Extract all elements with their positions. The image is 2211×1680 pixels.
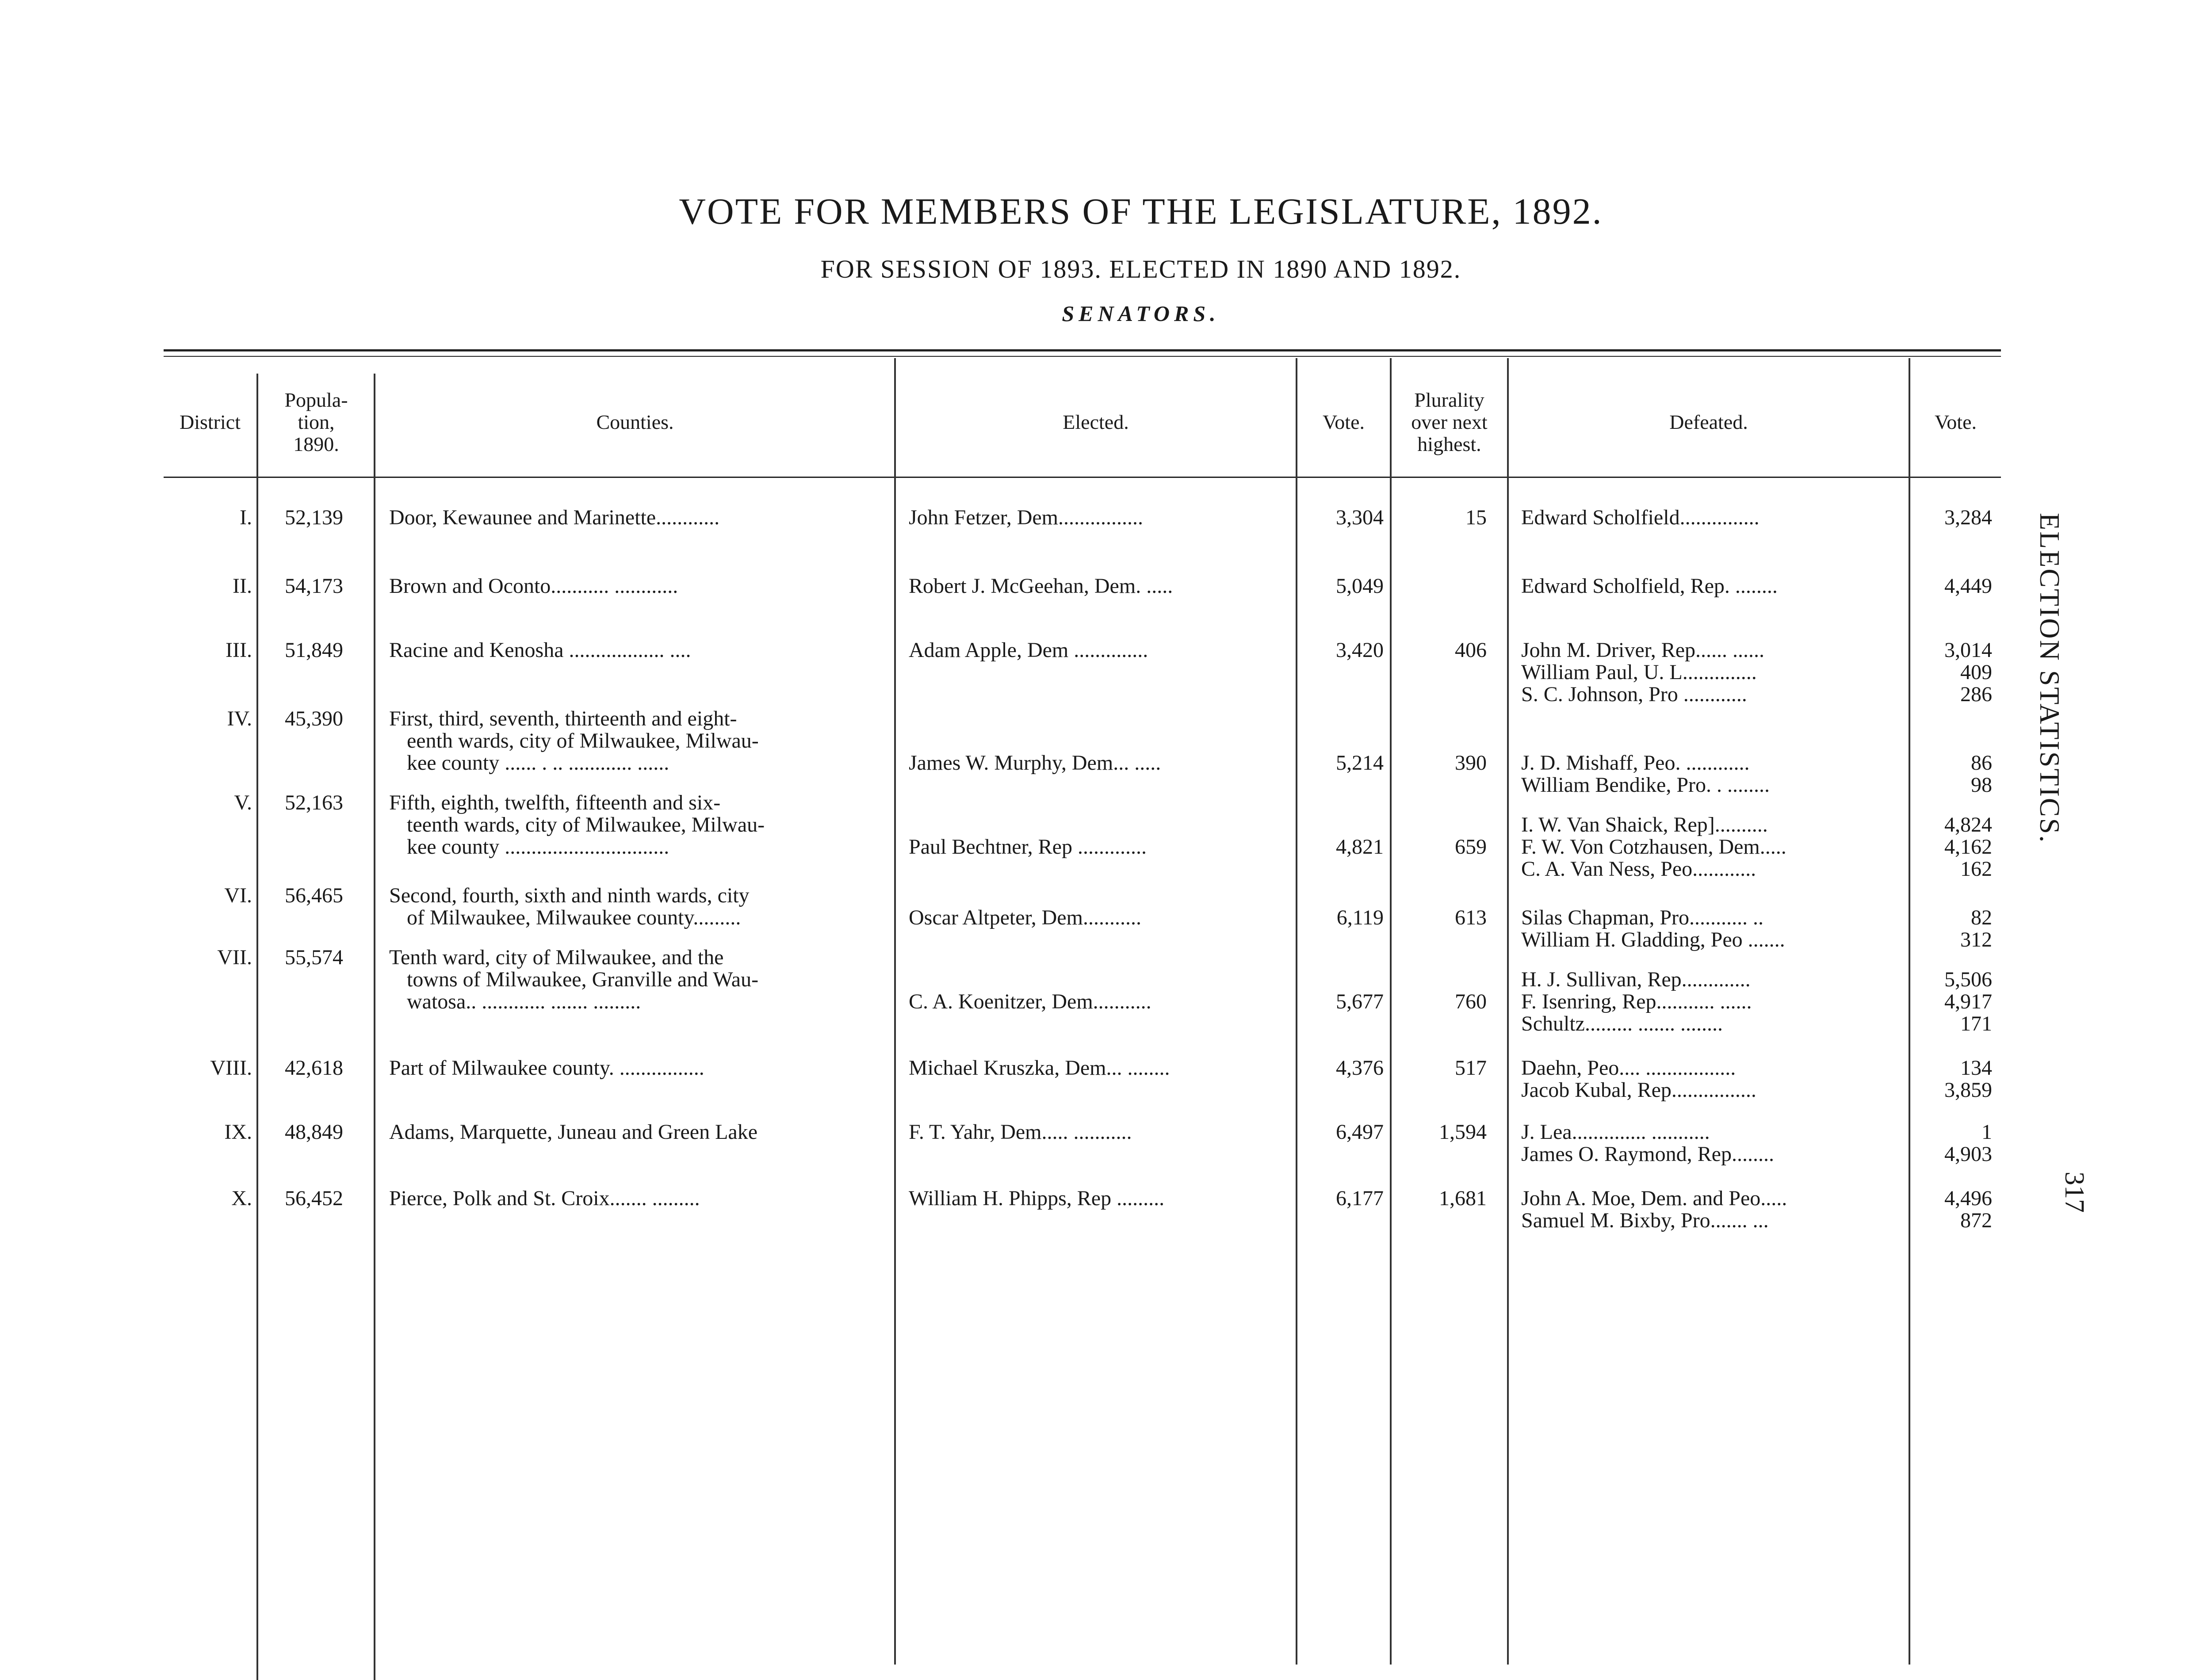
counties-text: Racine and Kenosha .................. .... — [389, 639, 691, 662]
elected-vote: 6,177 — [1336, 1187, 1384, 1210]
header-defeated-vote-label: Vote. — [1935, 411, 1977, 433]
population-value: 56,452 — [285, 1187, 343, 1210]
plurality-value: 1,594 — [1439, 1121, 1487, 1144]
defeated-vote: 98 — [1971, 774, 1992, 797]
elected-name: Adam Apple, Dem .............. — [909, 639, 1148, 662]
defeated-name: Schultz......... ....... ........ — [1521, 1012, 1723, 1035]
header-plurality-line: Plurality — [1414, 389, 1484, 411]
defeated-vote: 171 — [1960, 1012, 1992, 1035]
population-value: 56,465 — [285, 884, 343, 907]
elected-vote: 6,497 — [1336, 1121, 1384, 1144]
header-defeated-vote — [1910, 371, 2001, 473]
elected-vote: 4,821 — [1336, 836, 1384, 859]
header-vote-label: Vote. — [1323, 411, 1365, 433]
defeated-name: C. A. Van Ness, Peo............ — [1521, 858, 1756, 881]
elected-name: William H. Phipps, Rep ......... — [909, 1187, 1165, 1210]
defeated-name: John A. Moe, Dem. and Peo..... — [1521, 1187, 1787, 1210]
defeated-vote: 3,014 — [1944, 639, 1992, 662]
defeated-name: William Paul, U. L.............. — [1521, 661, 1757, 684]
defeated-vote: 286 — [1960, 683, 1992, 706]
population-value: 51,849 — [285, 639, 343, 662]
defeated-name: Edward Scholfield............... — [1521, 506, 1760, 529]
defeated-vote: 872 — [1960, 1209, 1992, 1232]
header-plurality-line: over next — [1411, 411, 1488, 433]
header-plurality-line: highest. — [1417, 433, 1481, 455]
counties-text: kee county ...... . .. ............ ...... — [407, 752, 669, 775]
counties-text: Pierce, Polk and St. Croix....... ......... — [389, 1187, 700, 1210]
plurality-value: 760 — [1455, 990, 1487, 1013]
header-defeated-label: Defeated. — [1669, 411, 1748, 433]
defeated-name: Silas Chapman, Pro........... .. — [1521, 906, 1763, 929]
defeated-name: Samuel M. Bixby, Pro....... ... — [1521, 1209, 1769, 1232]
header-district — [164, 371, 256, 473]
elected-name: C. A. Koenitzer, Dem........... — [909, 990, 1151, 1013]
population-value: 55,574 — [285, 946, 343, 969]
column-divider — [894, 358, 896, 1665]
defeated-name: H. J. Sullivan, Rep............. — [1521, 968, 1751, 991]
defeated-vote: 4,449 — [1944, 575, 1992, 598]
district-number: I. — [240, 506, 252, 529]
plurality-value: 390 — [1455, 752, 1487, 775]
counties-text: kee county ............................... — [407, 836, 669, 859]
defeated-vote: 86 — [1971, 752, 1992, 775]
plurality-value: 613 — [1455, 906, 1487, 929]
defeated-vote: 4,824 — [1944, 813, 1992, 836]
counties-text: Second, fourth, sixth and ninth wards, city — [389, 884, 750, 907]
district-number: VII. — [217, 946, 252, 969]
header-population-line: tion, — [298, 411, 335, 433]
elected-name: Oscar Altpeter, Dem........... — [909, 906, 1141, 929]
section-heading: SENATORS. — [1062, 301, 1220, 326]
elected-vote: 5,049 — [1336, 575, 1384, 598]
counties-text: Tenth ward, city of Milwaukee, and the — [389, 946, 724, 969]
counties-text: towns of Milwaukee, Granville and Wau- — [407, 968, 759, 991]
defeated-vote: 134 — [1960, 1057, 1992, 1080]
population-value: 48,849 — [285, 1121, 343, 1144]
defeated-name: F. Isenring, Rep........... ...... — [1521, 990, 1752, 1013]
district-number: IV. — [227, 707, 252, 730]
elected-vote: 3,304 — [1336, 506, 1384, 529]
elected-vote: 6,119 — [1336, 906, 1384, 929]
defeated-name: James O. Raymond, Rep........ — [1521, 1143, 1774, 1166]
counties-text: Adams, Marquette, Juneau and Green Lake — [389, 1121, 758, 1144]
population-value: 52,139 — [285, 506, 343, 529]
page-title: VOTE FOR MEMBERS OF THE LEGISLATURE, 1892. — [679, 191, 1603, 232]
counties-text: Part of Milwaukee county. ................ — [389, 1057, 704, 1080]
column-divider — [1507, 358, 1509, 1665]
defeated-name: J. Lea.............. ........... — [1521, 1121, 1710, 1144]
district-number: II. — [233, 575, 252, 598]
district-number: VI. — [224, 884, 252, 907]
defeated-vote: 4,917 — [1944, 990, 1992, 1013]
counties-text: of Milwaukee, Milwaukee county......... — [407, 906, 741, 929]
district-number: III. — [226, 639, 252, 662]
header-bottom-rule — [164, 477, 2001, 478]
defeated-name: William H. Gladding, Peo ....... — [1521, 928, 1785, 951]
elected-name: Michael Kruszka, Dem... ........ — [909, 1057, 1170, 1080]
district-number: X. — [231, 1187, 252, 1210]
elected-name: F. T. Yahr, Dem..... ........... — [909, 1121, 1132, 1144]
defeated-name: Daehn, Peo.... ................. — [1521, 1057, 1736, 1080]
running-head: ELECTION STATISTICS. — [2034, 513, 2066, 844]
header-defeated — [1509, 371, 1909, 473]
header-counties-label: Counties. — [596, 411, 674, 433]
elected-name: Robert J. McGeehan, Dem. ..... — [909, 575, 1173, 598]
population-value: 42,618 — [285, 1057, 343, 1080]
header-elected — [896, 371, 1296, 473]
district-number: IX. — [224, 1121, 252, 1144]
defeated-vote: 5,506 — [1944, 968, 1992, 991]
defeated-vote: 312 — [1960, 928, 1992, 951]
plurality-value: 659 — [1455, 836, 1487, 859]
defeated-vote: 409 — [1960, 661, 1992, 684]
plurality-value: 1,681 — [1439, 1187, 1487, 1210]
population-value: 52,163 — [285, 791, 343, 814]
counties-text: First, third, seventh, thirteenth and eight- — [389, 707, 737, 730]
header-elected-label: Elected. — [1063, 411, 1129, 433]
defeated-name: Edward Scholfield, Rep. ........ — [1521, 575, 1778, 598]
page-subtitle: FOR SESSION OF 1893. ELECTED IN 1890 AND 1892. — [820, 255, 1461, 283]
defeated-vote: 3,859 — [1944, 1079, 1992, 1102]
defeated-vote: 82 — [1971, 906, 1992, 929]
defeated-vote: 4,903 — [1944, 1143, 1992, 1166]
counties-text: Fifth, eighth, twelfth, fifteenth and six- — [389, 791, 721, 814]
counties-text: Door, Kewaunee and Marinette............ — [389, 506, 720, 529]
page-number: 317 — [2059, 1172, 2089, 1213]
elected-name: John Fetzer, Dem................ — [909, 506, 1143, 529]
header-population-line: Popula- — [284, 389, 348, 411]
elected-name: James W. Murphy, Dem... ..... — [909, 752, 1161, 775]
counties-text: Brown and Oconto........... ............ — [389, 575, 678, 598]
counties-text: watosa.. ............ ....... ......... — [407, 990, 641, 1013]
header-plurality — [1392, 371, 1507, 473]
defeated-name: I. W. Van Shaick, Rep].......... — [1521, 813, 1768, 836]
defeated-name: S. C. Johnson, Pro ............ — [1521, 683, 1747, 706]
header-population — [259, 371, 374, 473]
header-vote — [1297, 371, 1390, 473]
defeated-name: William Bendike, Pro. . ........ — [1521, 774, 1770, 797]
plurality-value: 517 — [1455, 1057, 1487, 1080]
defeated-vote: 162 — [1960, 858, 1992, 881]
defeated-vote: 4,162 — [1944, 836, 1992, 859]
column-divider — [256, 374, 258, 1680]
defeated-name: John M. Driver, Rep...... ...... — [1521, 639, 1765, 662]
defeated-name: J. D. Mishaff, Peo. ............ — [1521, 752, 1750, 775]
plurality-value: 15 — [1465, 506, 1487, 529]
defeated-vote: 3,284 — [1944, 506, 1992, 529]
header-population-line: 1890. — [293, 433, 339, 455]
district-number: V. — [234, 791, 252, 814]
defeated-name: Jacob Kubal, Rep................ — [1521, 1079, 1756, 1102]
defeated-name: F. W. Von Cotzhausen, Dem..... — [1521, 836, 1786, 859]
table-top-rule-thin — [164, 356, 2001, 357]
elected-name: Paul Bechtner, Rep ............. — [909, 836, 1147, 859]
plurality-value: 406 — [1455, 639, 1487, 662]
header-district-label: District — [180, 411, 241, 433]
counties-text: eenth wards, city of Milwaukee, Milwau- — [407, 729, 759, 752]
elected-vote: 5,214 — [1336, 752, 1384, 775]
population-value: 45,390 — [285, 707, 343, 730]
elected-vote: 4,376 — [1336, 1057, 1384, 1080]
elected-vote: 5,677 — [1336, 990, 1384, 1013]
defeated-vote: 4,496 — [1944, 1187, 1992, 1210]
table-top-rule — [164, 349, 2001, 351]
counties-text: teenth wards, city of Milwaukee, Milwau- — [407, 813, 765, 836]
defeated-vote: 1 — [1981, 1121, 1992, 1144]
column-divider — [374, 374, 375, 1680]
header-counties — [376, 371, 894, 473]
population-value: 54,173 — [285, 575, 343, 598]
district-number: VIII. — [210, 1057, 252, 1080]
elected-vote: 3,420 — [1336, 639, 1384, 662]
